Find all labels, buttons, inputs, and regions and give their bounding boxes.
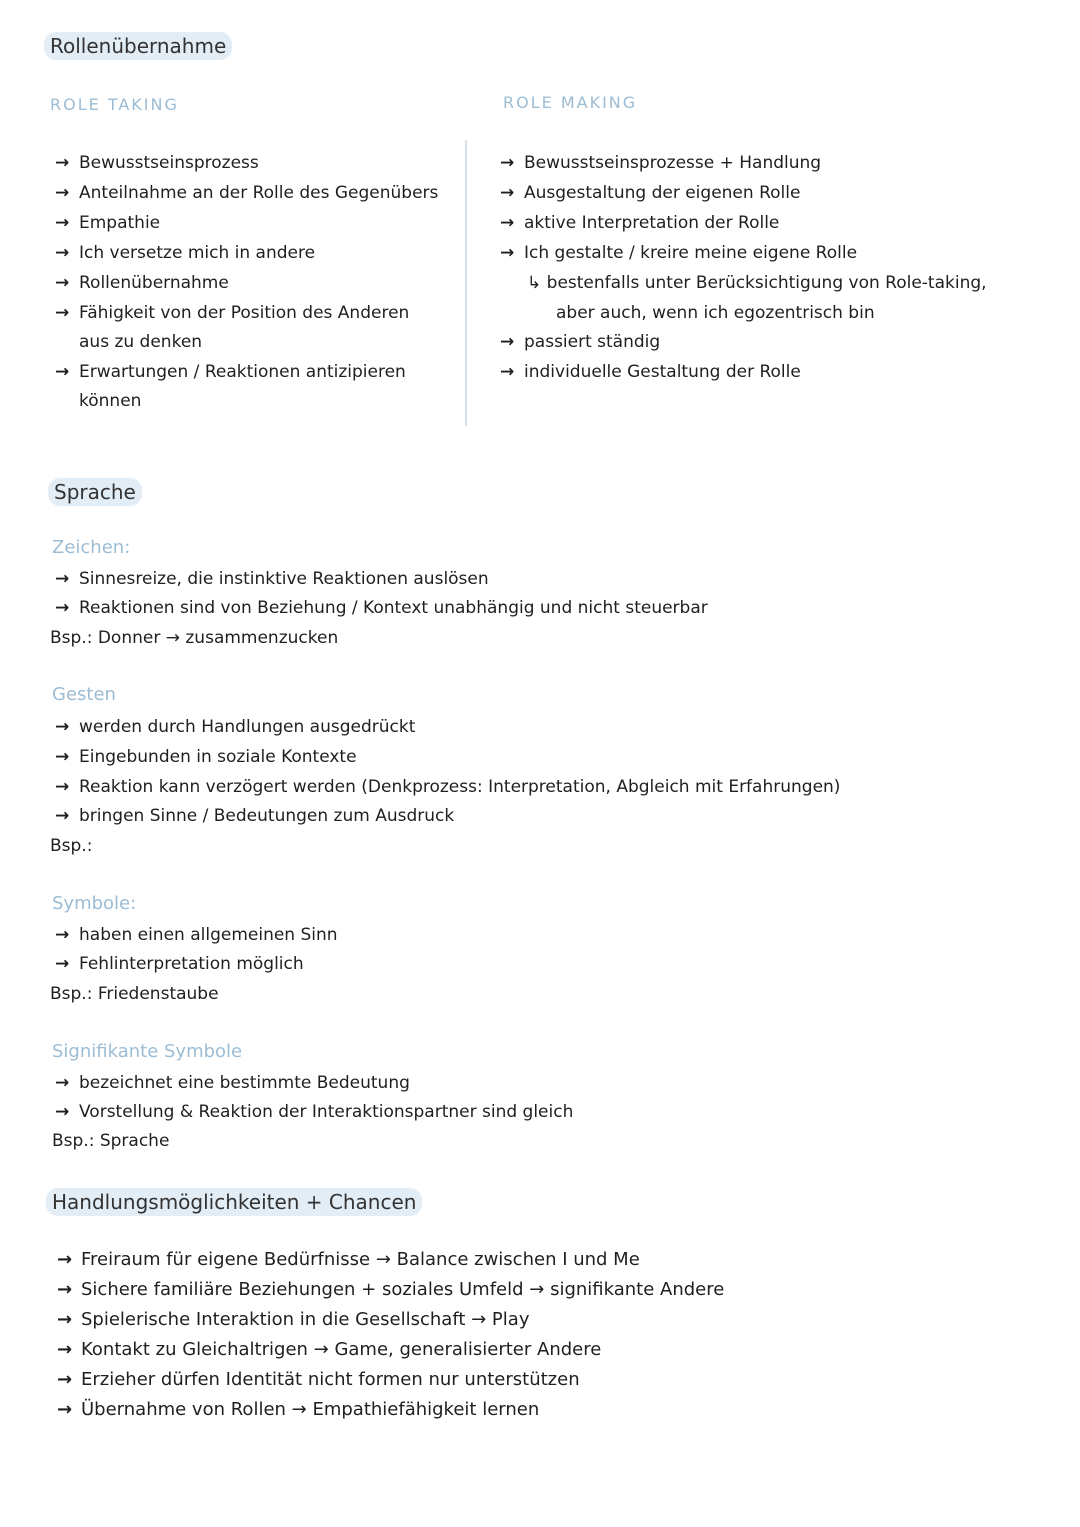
arrow-icon: → [55, 243, 70, 263]
list-item: → Sinnesreize, die instinktive Reaktionen auslösen [55, 569, 489, 589]
section-title-rollen: Rollenübernahme [44, 32, 232, 60]
list-item: → passiert ständig [500, 332, 661, 352]
example-line: Bsp.: Sprache [52, 1131, 170, 1151]
arrow-icon: → [55, 925, 70, 945]
list-item: → aktive Interpretation der Rolle [500, 213, 780, 233]
arrow-icon: → [55, 806, 70, 826]
list-item: → Reaktion kann verzögert werden (Denkprozess: Interpretation, Abgleich mit Erfahrungen) [55, 777, 841, 797]
arrow-icon: → [57, 1279, 73, 1300]
arrow-icon: → [55, 598, 70, 618]
arrow-icon: → [55, 153, 70, 173]
role-making-heading: ROLE MAKING [503, 93, 638, 112]
list-item: → Erwartungen / Reaktionen antizipieren [55, 362, 406, 382]
arrow-icon: → [55, 747, 70, 767]
list-item: → Anteilnahme an der Rolle des Gegenübers [55, 183, 439, 203]
list-item-continuation: aber auch, wenn ich egozentrisch bin [556, 303, 875, 323]
list-item-sub: ↳ bestenfalls unter Berücksichtigung von Role-taking, [527, 273, 987, 293]
subheading-gesten: Gesten [52, 684, 116, 705]
arrow-icon: → [57, 1309, 73, 1330]
arrow-icon: → [500, 243, 515, 263]
list-item: → Freiraum für eigene Bedürfnisse → Balance zwischen I und Me [57, 1249, 640, 1270]
list-item: → Spielerische Interaktion in die Gesellschaft → Play [57, 1309, 530, 1330]
subheading-signifikante-symbole: Signifikante Symbole [52, 1041, 243, 1062]
list-item: → Empathie [55, 213, 161, 233]
list-item: → bezeichnet eine bestimmte Bedeutung [55, 1073, 410, 1093]
arrow-icon: → [55, 303, 70, 323]
section-title-handlung: Handlungsmöglichkeiten + Chancen [46, 1188, 422, 1216]
list-item: → Ich versetze mich in andere [55, 243, 316, 263]
list-item-continuation: aus zu denken [79, 332, 203, 352]
example-line: Bsp.: Donner → zusammenzucken [50, 628, 339, 648]
arrow-icon: → [55, 273, 70, 293]
list-item: → Bewusstseinsprozess [55, 153, 259, 173]
list-item: → Reaktionen sind von Beziehung / Kontext unabhängig und nicht steuerbar [55, 598, 708, 618]
arrow-icon: → [500, 183, 515, 203]
list-item: → werden durch Handlungen ausgedrückt [55, 717, 416, 737]
arrow-icon: → [55, 717, 70, 737]
section-title-sprache: Sprache [48, 478, 142, 506]
arrow-icon: → [55, 183, 70, 203]
arrow-icon: → [55, 362, 70, 382]
list-item: → Kontakt zu Gleichaltrigen → Game, generalisierter Andere [57, 1339, 602, 1360]
list-item: → Fähigkeit von der Position des Anderen [55, 303, 410, 323]
arrow-icon: → [57, 1339, 73, 1360]
list-item: → Eingebunden in soziale Kontexte [55, 747, 357, 767]
list-item: → Bewusstseinsprozesse + Handlung [500, 153, 822, 173]
list-item: → Übernahme von Rollen → Empathiefähigkeit lernen [57, 1399, 540, 1420]
arrow-icon: → [500, 153, 515, 173]
example-line: Bsp.: [50, 836, 93, 856]
list-item: → Ausgestaltung der eigenen Rolle [500, 183, 801, 203]
arrow-icon: → [55, 1073, 70, 1093]
list-item: → Erzieher dürfen Identität nicht formen nur unterstützen [57, 1369, 580, 1390]
arrow-icon: → [57, 1249, 73, 1270]
list-item: → Vorstellung & Reaktion der Interaktionspartner sind gleich [55, 1102, 574, 1122]
arrow-icon: → [55, 569, 70, 589]
arrow-icon: → [500, 332, 515, 352]
list-item-continuation: können [79, 391, 142, 411]
example-line: Bsp.: Friedenstaube [50, 984, 219, 1004]
list-item: → haben einen allgemeinen Sinn [55, 925, 338, 945]
arrow-icon: → [55, 213, 70, 233]
subheading-symbole: Symbole: [52, 893, 137, 914]
arrow-icon: → [55, 1102, 70, 1122]
arrow-icon: → [500, 362, 515, 382]
list-item: → bringen Sinne / Bedeutungen zum Ausdruck [55, 806, 455, 826]
column-divider [465, 140, 467, 426]
arrow-icon: → [55, 777, 70, 797]
list-item: → Sichere familiäre Beziehungen + soziales Umfeld → signifikante Andere [57, 1279, 725, 1300]
arrow-icon: → [57, 1369, 73, 1390]
list-item: → individuelle Gestaltung der Rolle [500, 362, 801, 382]
arrow-icon: → [57, 1399, 73, 1420]
list-item: → Ich gestalte / kreire meine eigene Rolle [500, 243, 858, 263]
list-item: → Fehlinterpretation möglich [55, 954, 304, 974]
arrow-icon: → [55, 954, 70, 974]
role-taking-heading: ROLE TAKING [50, 95, 179, 114]
list-item: → Rollenübernahme [55, 273, 229, 293]
subheading-zeichen: Zeichen: [52, 537, 131, 558]
arrow-icon: → [500, 213, 515, 233]
